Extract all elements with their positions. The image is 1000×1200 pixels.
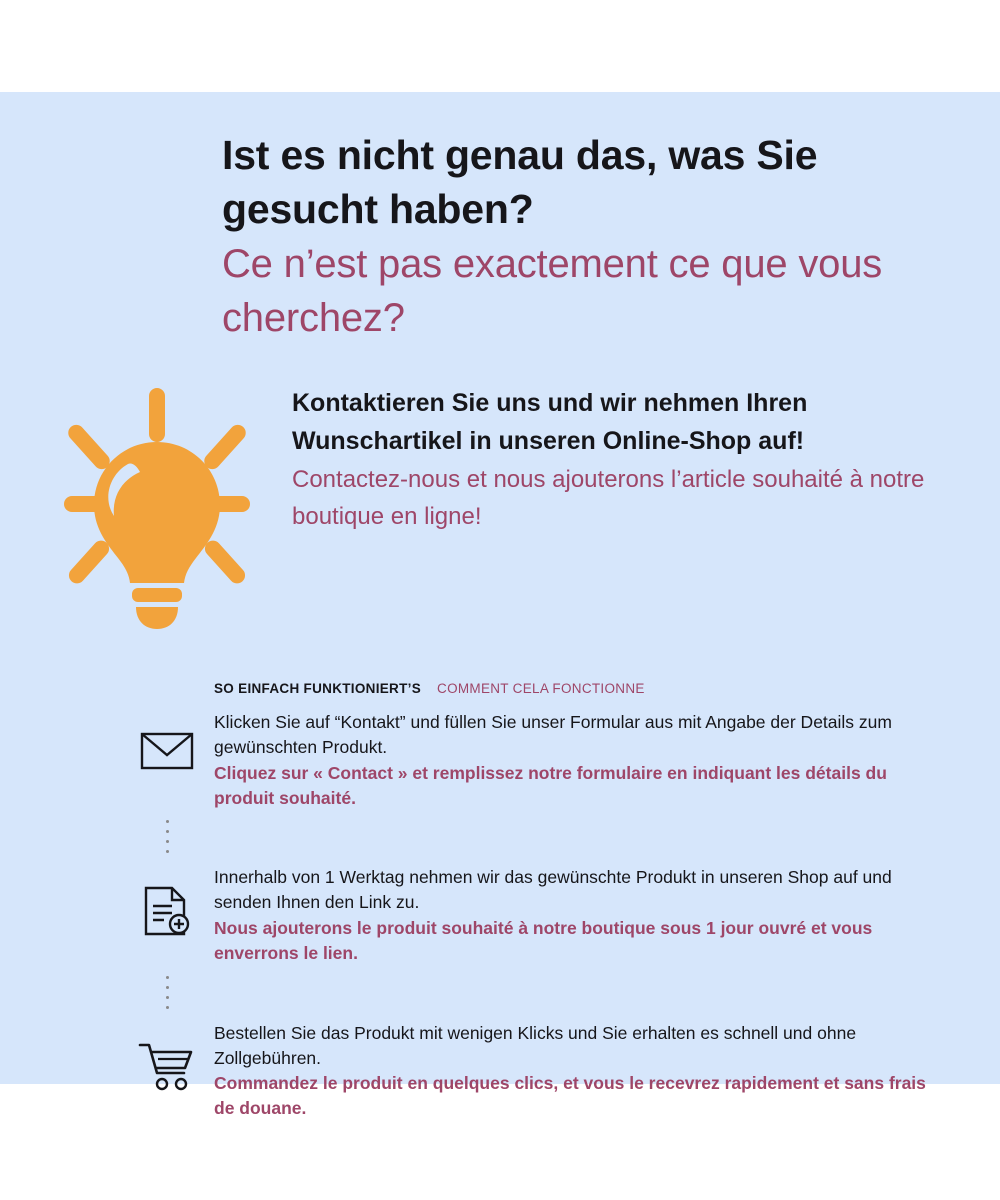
connector-dot	[166, 830, 169, 833]
step-text	[214, 1019, 940, 1121]
connector-dot	[166, 840, 169, 843]
how-it-works-heading	[214, 681, 645, 696]
connector-dot	[166, 986, 169, 989]
document-add-icon	[142, 885, 192, 937]
step-icon-slot	[120, 708, 214, 772]
step-item	[120, 1019, 940, 1121]
step-text	[214, 708, 940, 810]
envelope-icon	[140, 730, 194, 772]
step-german: Innerhalb von 1 Werktag nehmen wir das gewünschte Produkt in unseren Shop auf und senden Ihnen den Link zu.	[214, 867, 892, 913]
step-french: Nous ajouterons le produit souhaité à notre boutique sous 1 jour ouvré et vous enverrons le lien.	[214, 918, 873, 963]
step-icon-slot	[120, 1019, 214, 1091]
intro-french: Contactez-nous et nous ajouterons l’article souhaité à notre boutique en ligne!	[292, 466, 925, 531]
headline-german: Ist es nicht genau das, was Sie gesucht haben?	[222, 132, 818, 233]
intro-block	[292, 384, 932, 536]
step-item	[120, 863, 940, 965]
connector-dots	[120, 810, 214, 863]
step-connector	[120, 966, 940, 1019]
shopping-cart-icon	[138, 1041, 196, 1091]
step-connector	[120, 810, 940, 863]
connector-dot	[166, 996, 169, 999]
step-french: Cliquez sur « Contact » et remplissez notre formulaire en indiquant les détails du produit souhaité.	[214, 762, 887, 808]
step-german: Klicken Sie auf “Kontakt” und füllen Sie unser Formular aus mit Angabe der Details zum gewünschten Produkt.	[214, 712, 892, 757]
step-german: Bestellen Sie das Produkt mit wenigen Klicks und Sie erhalten es schnell und ohne Zollgebühren.	[214, 1022, 857, 1068]
connector-dot	[166, 820, 169, 823]
intro-german: Kontaktieren Sie uns und wir nehmen Ihren Wunschartikel in unseren Online-Shop auf!	[292, 389, 808, 455]
headline-french: Ce n’est pas exactement ce que vous cherchez?	[222, 242, 883, 340]
step-item	[120, 708, 940, 810]
connector-dots	[120, 966, 214, 1019]
how-it-works-french: COMMENT CELA FONCTIONNE	[437, 681, 645, 696]
steps-list	[120, 708, 940, 1121]
lightbulb-illustration	[36, 388, 276, 638]
step-french: Commandez le produit en quelques clics, et vous le recevrez rapidement et sans frais de douane.	[214, 1073, 926, 1119]
how-it-works-german: SO EINFACH FUNKTIONIERT’S	[214, 681, 422, 696]
lightbulb-icon	[36, 388, 276, 638]
step-icon-slot	[120, 863, 214, 937]
step-text	[214, 863, 940, 965]
connector-dot	[166, 850, 169, 853]
headline-block	[222, 128, 942, 345]
connector-dot	[166, 976, 169, 979]
connector-dot	[166, 1006, 169, 1009]
